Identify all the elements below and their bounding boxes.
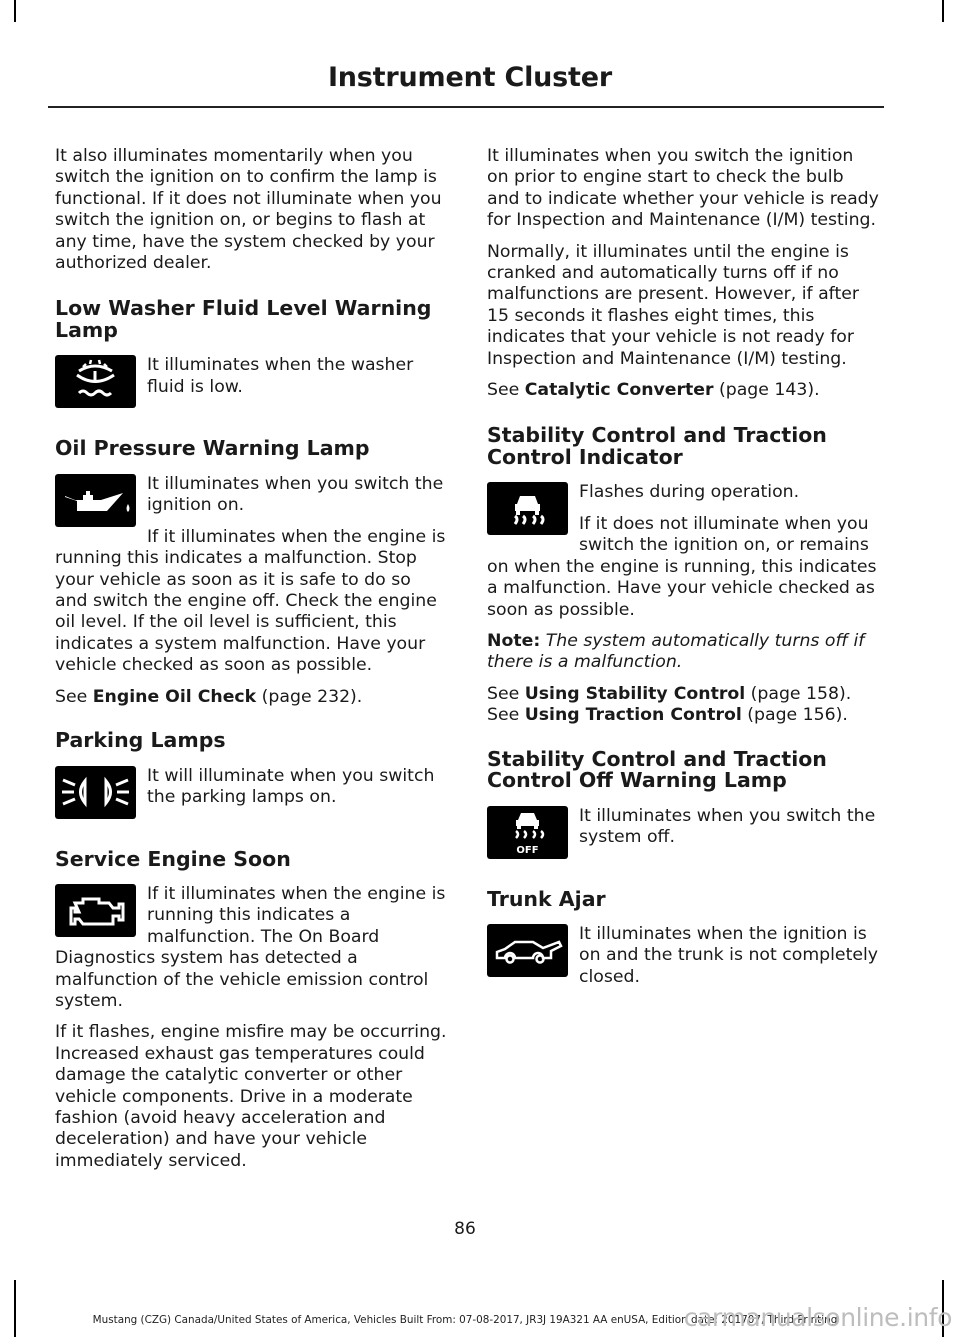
- intro-paragraph: It also illuminates momentarily when you switch the ignition on to confirm the lamp is functional. If it does not illuminate when you switch the ignition on, or begins to flash at any time, have the system checked by your authorized dealer.: [55, 146, 442, 274]
- crop-mark-top-right: [942, 0, 944, 22]
- im-testing-paragraph: Normally, it illuminates until the engine is cranked and automatically turns off if no malfunctions are present. However, if after 15 seconds it flashes eight times, this indicates that your vehicle is not ready for Inspection and Maintenance (I/M) testing.: [487, 241, 859, 369]
- catalytic-converter-link[interactable]: Catalytic Converter: [524, 380, 714, 401]
- see-prefix: See: [487, 380, 525, 401]
- using-stability-control-link[interactable]: Using Stability Control: [524, 683, 746, 704]
- trunk-text: It illuminates when the ignition is on and the trunk is not completely closed.: [579, 924, 879, 987]
- page-title: Instrument Cluster: [327, 62, 612, 93]
- stability-off-text: It illuminates when you switch the system off.: [579, 805, 876, 847]
- catalytic-see-reference: [487, 380, 879, 401]
- washer-block: [55, 355, 447, 416]
- trunk-heading: Trunk Ajar: [487, 886, 606, 911]
- page-ref: (page 158).: [745, 683, 852, 704]
- bulb-check-paragraph: It illuminates when you switch the ignition on prior to engine start to check the bulb and to indicate whether your vehicle is ready for Inspection and Maintenance (I/M) testing.: [487, 146, 879, 231]
- see-prefix: See: [55, 686, 93, 707]
- footer-text: Mustang (CZG) Canada/United States of America, Vehicles Built From: 07-08-2017, JR3J 19A321 AA enUSA, Edition date: 201707, Third Printing: [92, 1314, 838, 1326]
- stability-text-1: Flashes during operation.: [579, 482, 800, 503]
- parking-lamps-icon: [55, 766, 136, 819]
- note-label: Note:: [487, 630, 541, 651]
- crop-mark-top-left: [14, 0, 16, 22]
- trunk-ajar-icon: [487, 924, 568, 977]
- washer-text: It illuminates when the washer fluid is low.: [147, 355, 414, 397]
- oil-text-1: It illuminates when you switch the ignition on.: [147, 473, 444, 516]
- engine-oil-check-link[interactable]: Engine Oil Check: [92, 686, 257, 707]
- stability-control-icon: [487, 482, 568, 535]
- stability-note: [487, 631, 879, 674]
- parking-block: [55, 766, 447, 827]
- engine-text-2: If it flashes, engine misfire may be occurring. Increased exhaust gas temperatures could damage the catalytic converter or other vehicle components. Drive in a moderate fashion (avoid heavy acceleration and deceleration) and have your vehicle immediately serviced.: [55, 1022, 447, 1171]
- page-ref: (page 143).: [713, 380, 820, 401]
- off-label: OFF: [516, 844, 539, 856]
- washer-heading: Low Washer Fluid Level Warning Lamp: [55, 296, 432, 342]
- page-ref: (page 156).: [741, 705, 848, 726]
- engine-text-1: If it illuminates when the engine is running this indicates a malfunction. The On Board Diagnostics system has detected a malfunction of the vehicle emission control system.: [55, 884, 446, 1012]
- stability-off-block: [487, 806, 879, 867]
- watermark: carmanualsonline.info: [683, 1303, 952, 1332]
- oil-see-reference: [55, 687, 447, 708]
- page-ref: (page 232).: [256, 686, 363, 707]
- oil-text-2: If it illuminates when the engine is running this indicates a malfunction. Stop your vehicle as soon as it is safe to do so and switch the engine off. Check the engine oil level. If the oil level is sufficient, this indicates a system malfunction. Have your vehicle checked as soon as possible.: [55, 526, 446, 676]
- washer-fluid-icon: [55, 355, 136, 408]
- check-engine-icon: [55, 884, 136, 937]
- parking-text: It will illuminate when you switch the parking lamps on.: [147, 765, 435, 807]
- crop-mark-bottom-left: [14, 1280, 16, 1337]
- stability-see-references: [487, 684, 879, 727]
- oil-heading: Oil Pressure Warning Lamp: [55, 436, 370, 461]
- stability-off-heading: Stability Control and Traction Control Off Warning Lamp: [487, 746, 827, 793]
- stability-text-2: If it does not illuminate when you switch the ignition on, or remains on when the engine is running, this indicates a malfunction. Have your vehicle checked as soon as possible.: [487, 513, 877, 620]
- see-prefix: See: [487, 705, 525, 726]
- stability-control-off-icon: [487, 806, 568, 859]
- right-column: [487, 146, 879, 998]
- stability-heading: Stability Control and Traction Control Indicator: [487, 423, 827, 469]
- oil-can-icon: [55, 474, 136, 527]
- parking-heading: Parking Lamps: [55, 728, 226, 752]
- left-column: [55, 146, 447, 1182]
- oil-block: [55, 474, 447, 687]
- using-traction-control-link[interactable]: Using Traction Control: [524, 705, 742, 726]
- stability-block: [487, 482, 879, 630]
- see-prefix: See: [487, 683, 525, 704]
- engine-heading: Service Engine Soon: [55, 846, 291, 871]
- header-rule: [48, 106, 884, 108]
- engine-block: [55, 884, 447, 1022]
- trunk-block: [487, 924, 879, 998]
- note-text: The system automatically turns off if there is a malfunction.: [487, 630, 865, 673]
- page-number: 86: [454, 1219, 476, 1239]
